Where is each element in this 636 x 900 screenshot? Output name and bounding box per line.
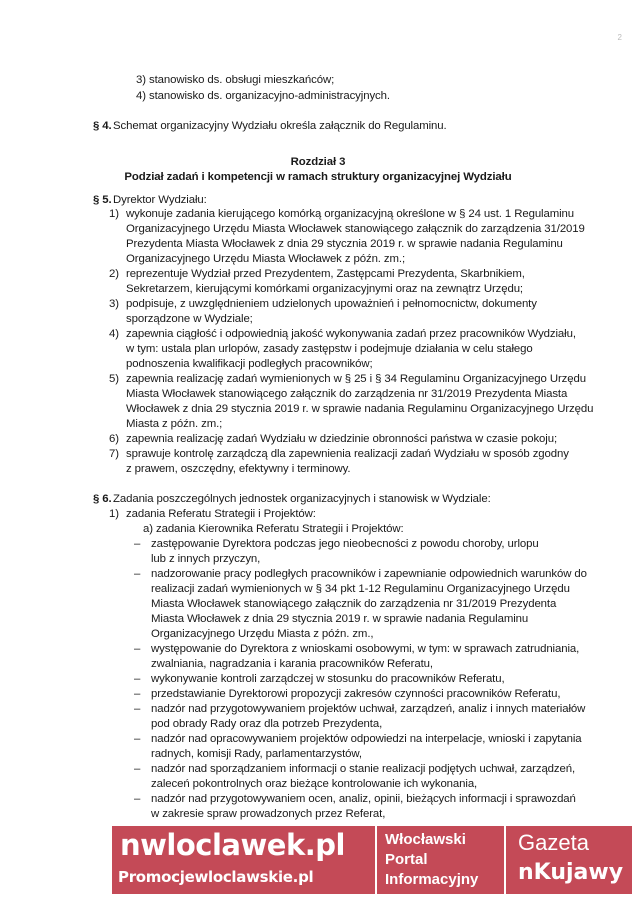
text-line: wykonywanie kontroli zarządczej w stosunku do pracowników Referatu,	[151, 673, 505, 685]
text-line: Organizacyjnego Urzędu Miasta Włocławek z późn. zm.;	[126, 253, 406, 265]
text-line: 3)	[109, 298, 119, 310]
gazeta-label: Gazeta	[518, 830, 589, 855]
text-line: 1)	[109, 208, 119, 220]
text-line: realizacji zadań wymienionych w § 34 pkt 1-12 Regulaminu Organizacyjnego Urzędu	[151, 583, 570, 595]
gazeta-name: nKujawy	[518, 860, 624, 885]
text-line: Organizacyjnego Urzędu Miasta z późn. zm.,	[151, 628, 374, 640]
text-line: Miasta Włocławek stanowiącego załącznik do zarządzenia nr 31/2019 Prezydenta	[151, 598, 557, 610]
text-line: 4)	[109, 328, 119, 340]
text-line: zapewnia realizację zadań wymienionych w § 25 i § 34 Regulaminu Organizacyjnego Urzędu	[126, 373, 586, 385]
text-line: 4) stanowisko ds. organizacyjno-administracyjnych.	[136, 90, 390, 102]
text-line: lub z innych przyczyn,	[151, 553, 261, 565]
text-line: –	[134, 538, 141, 550]
portal-line-3: Informacyjny	[385, 871, 479, 888]
watermark-banner	[112, 826, 632, 894]
text-line: w tym: ustala plan urlopów, zasady zastępstw i podejmuje działania w celu stałego	[126, 343, 533, 355]
text-line: przedstawianie Dyrektorowi propozycji zakresów czynności pracowników Referatu,	[151, 688, 561, 700]
text-line: podpisuje, z uwzględnieniem udzielonych upoważnień i pełnomocnictw, dokumenty	[126, 298, 537, 310]
brand-block	[112, 826, 375, 894]
text-line: § 6.	[93, 493, 112, 505]
text-line: –	[134, 733, 141, 745]
text-line: wykonuje zadania kierującego komórką organizacyjną określone w § 24 ust. 1 Regulaminu	[126, 208, 575, 220]
text-line: –	[134, 793, 141, 805]
text-line: zadania Referatu Strategii i Projektów:	[126, 508, 316, 520]
text-line: Organizacyjnego Urzędu Miasta Włocławek stanowiącego załącznik do zarządzenia 31/2019	[126, 223, 585, 235]
text-line: a) zadania Kierownika Referatu Strategii i Projektów:	[143, 523, 404, 535]
text-line: występowanie do Dyrektora z wnioskami osobowymi, w tym: w sprawach zatrudniania,	[151, 643, 580, 655]
text-line: zastępowanie Dyrektora podczas jego nieobecności z powodu choroby, urlopu	[151, 538, 539, 550]
text-line: –	[134, 643, 141, 655]
portal-label	[385, 830, 478, 890]
text-line: zaleceń pokontrolnych oraz bieżące kontrolowanie ich wykonania,	[151, 778, 478, 790]
brand-logo-text: nwloclawek.pl	[120, 828, 345, 862]
text-line: Schemat organizacyjny Wydziału określa załącznik do Regulaminu.	[113, 120, 447, 132]
text-line: sprawuje kontrolę zarządczą dla zapewnienia realizacji zadań Wydziału w sposób zgodny	[126, 448, 569, 460]
text-line: nadzór nad opracowywaniem projektów odpowiedzi na interpelacje, wnioski i zapytania	[151, 733, 582, 745]
portal-line-1: Włocławski	[385, 831, 466, 848]
text-line: zapewnia ciągłość i odpowiednią jakość wykonywania zadań przez pracowników Wydziału,	[126, 328, 576, 340]
text-line: reprezentuje Wydział przed Prezydentem, Zastępcami Prezydenta, Skarbnikiem,	[126, 268, 525, 280]
text-line: 3) stanowisko ds. obsługi mieszkańców;	[136, 74, 335, 86]
text-line: Prezydenta Miasta Włocławek z dnia 29 stycznia 2019 r. w sprawie nadania Regulaminu	[126, 238, 563, 250]
text-line: –	[134, 673, 141, 685]
portal-line-2: Portal	[385, 851, 428, 868]
text-line: Zadania poszczególnych jednostek organizacyjnych i stanowisk w Wydziale:	[113, 493, 491, 505]
text-line: nadzór nad przygotowywaniem ocen, analiz, opinii, bieżących informacji i sprawozdań	[151, 793, 576, 805]
text-line: 7)	[109, 448, 119, 460]
text-line: radnych, komisji Rady, parlamentarzystów,	[151, 748, 362, 760]
text-line: 1)	[109, 508, 119, 520]
text-line: zapewnia realizację zadań Wydziału w dziedzinie obronności państwa w czasie pokoju;	[126, 433, 558, 445]
text-line: w zakresie spraw prowadzonych przez Referat,	[151, 808, 386, 820]
text-line: nadzór nad sporządzaniem informacji o stanie realizacji podjętych uchwał, zarządzeń,	[151, 763, 576, 775]
text-line: –	[134, 568, 141, 580]
text-line: nadzorowanie pracy podległych pracowników i zapewnianie odpowiednich warunków do	[151, 568, 587, 580]
text-line: 2)	[109, 268, 119, 280]
text-line: zwalniania, nagradzania i karania pracowników Referatu,	[151, 658, 433, 670]
text-line: –	[134, 688, 141, 700]
text-line: § 4.	[93, 120, 112, 132]
portal-block	[375, 826, 504, 894]
text-line: –	[134, 763, 141, 775]
brand-sub-text: Promocjewloclawskie.pl	[118, 868, 314, 886]
text-line: Dyrektor Wydziału:	[113, 194, 207, 206]
text-line: Włocławek z dnia 29 stycznia 2019 r. w sprawie nadania Regulaminu Organizacyjnego Urzędu	[126, 403, 594, 415]
text-line: 5)	[109, 373, 119, 385]
text-line: Miasta z późn. zm.;	[126, 418, 223, 430]
text-line: Miasta Włocławek z dnia 29 stycznia 2019 r. w sprawie nadania Regulaminu	[151, 613, 529, 625]
page-corner-mark: 2	[617, 33, 622, 42]
text-line: sporządzone w Wydziale;	[126, 313, 253, 325]
text-line: pod obrady Rady oraz dla potrzeb Prezydenta,	[151, 718, 383, 730]
text-line: Miasta Włocławek stanowiącego załącznik do zarządzenia nr 31/2019 Prezydenta Miasta	[126, 388, 568, 400]
gazeta-block	[504, 826, 632, 894]
text-line: podnoszenia kwalifikacji podległych pracowników;	[126, 358, 373, 370]
text-line: Sekretarzem, kierującymi komórkami organizacyjnymi oraz na zewnątrz Urzędu;	[126, 283, 524, 295]
text-line: § 5.	[93, 194, 112, 206]
text-line: nadzór nad przygotowywaniem projektów uchwał, zarządzeń, analiz i innych materiałów	[151, 703, 586, 715]
chapter-title: Podział zadań i kompetencji w ramach struktury organizacyjnej Wydziału	[124, 171, 512, 183]
text-line: z prawem, oszczędny, efektywny i terminowy.	[126, 463, 351, 475]
text-line: 6)	[109, 433, 119, 445]
text-line: –	[134, 703, 141, 715]
chapter-number: Rozdział 3	[290, 156, 346, 168]
